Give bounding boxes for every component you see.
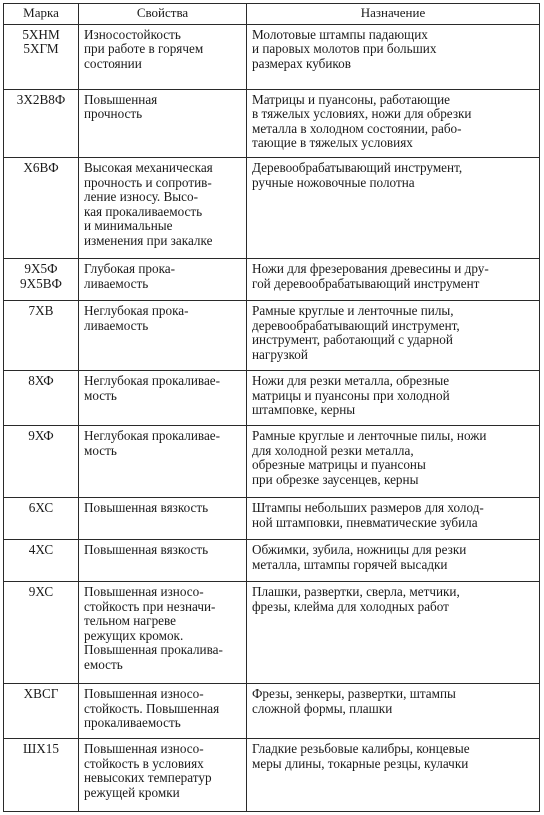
properties-text-line: ливаемость bbox=[84, 275, 149, 291]
steel-grades-table bbox=[3, 3, 540, 812]
purpose-text-line: штамповке, керны bbox=[252, 402, 356, 418]
grade-text-line: ХВСГ bbox=[23, 685, 59, 701]
properties-text-line: Повышенная износо- bbox=[84, 685, 204, 701]
properties-cell bbox=[79, 581, 247, 683]
grade-text-line: 6ХС bbox=[28, 499, 54, 515]
purpose-text-line: металла в холодном состоянии, рабо- bbox=[252, 120, 462, 136]
purpose-text-line: Деревообрабатывающий инструмент, bbox=[252, 159, 463, 175]
properties-text-line: Повышенная bbox=[84, 91, 158, 107]
properties-text-line: Повышенная вязкость bbox=[84, 541, 209, 557]
properties-cell bbox=[79, 258, 247, 300]
purpose-text-line: Ножи для фрезерования древесины и дру- bbox=[252, 260, 489, 276]
properties-cell bbox=[79, 425, 247, 497]
properties-cell bbox=[79, 89, 247, 157]
table-row bbox=[4, 24, 540, 89]
properties-text-line: Повышенная износо- bbox=[84, 583, 204, 599]
header-grade: Марка bbox=[4, 4, 79, 25]
grade-cell bbox=[4, 683, 79, 738]
grade-cell bbox=[4, 497, 79, 539]
table-row bbox=[4, 683, 540, 738]
properties-text-line: Повышенная вязкость bbox=[84, 499, 209, 515]
purpose-text-line: Молотовые штампы падающих bbox=[252, 26, 428, 42]
properties-text-line: Повышенная износо- bbox=[84, 740, 204, 756]
properties-text-line: режущей кромки bbox=[84, 784, 180, 800]
properties-text-line: мость bbox=[84, 387, 117, 403]
purpose-cell bbox=[247, 497, 540, 539]
purpose-text-line: обрезные матрицы и пуансоны bbox=[252, 457, 426, 473]
purpose-text-line: нагрузкой bbox=[252, 346, 308, 362]
purpose-text-line: гой деревообрабатывающий инструмент bbox=[252, 275, 480, 291]
document-page bbox=[3, 3, 539, 812]
purpose-cell bbox=[247, 581, 540, 683]
properties-text-line: Глубокая прока- bbox=[84, 260, 176, 276]
table-row bbox=[4, 89, 540, 157]
properties-text-line: Высокая механическая bbox=[84, 159, 213, 175]
table-row bbox=[4, 581, 540, 683]
properties-cell bbox=[79, 300, 247, 370]
table-row bbox=[4, 157, 540, 258]
grade-text-line: 7ХВ bbox=[28, 302, 54, 318]
purpose-cell bbox=[247, 89, 540, 157]
purpose-text-line: Рамные круглые и ленточные пилы, ножи bbox=[252, 427, 487, 443]
table-row bbox=[4, 738, 540, 811]
purpose-text-line: при обрезке заусенцев, керны bbox=[252, 471, 419, 487]
purpose-text-line: Фрезы, зенкеры, развертки, штампы bbox=[252, 685, 456, 701]
properties-text-line: стойкость в условиях bbox=[84, 755, 204, 771]
properties-text-line: Неглубокая прокаливае- bbox=[84, 427, 221, 443]
purpose-text-line: меры длины, токарные резцы, кулачки bbox=[252, 755, 469, 771]
properties-text-line: и минимальные bbox=[84, 218, 173, 234]
purpose-cell bbox=[247, 738, 540, 811]
purpose-cell bbox=[247, 24, 540, 89]
grade-text-line: 9ХС bbox=[28, 583, 54, 599]
purpose-cell bbox=[247, 425, 540, 497]
purpose-cell bbox=[247, 258, 540, 300]
properties-text-line: стойкость при незначи- bbox=[84, 598, 216, 614]
grade-text-line: 9ХФ bbox=[28, 427, 54, 443]
properties-text-line: кая прокаливаемость bbox=[84, 203, 203, 219]
purpose-cell bbox=[247, 157, 540, 258]
purpose-cell bbox=[247, 539, 540, 581]
purpose-text-line: Плашки, развертки, сверла, метчики, bbox=[252, 583, 460, 599]
header-purpose: Назначение bbox=[247, 4, 540, 25]
properties-text-line: стойкость. Повышенная bbox=[84, 700, 220, 716]
properties-cell bbox=[79, 539, 247, 581]
grade-cell bbox=[4, 24, 79, 89]
purpose-text-line: сложной формы, плашки bbox=[252, 700, 393, 716]
grade-cell bbox=[4, 539, 79, 581]
purpose-text-line: размерах кубиков bbox=[252, 55, 351, 71]
properties-text-line: Повышенная прокалива- bbox=[84, 642, 223, 658]
properties-text-line: мость bbox=[84, 442, 117, 458]
purpose-text-line: ной штамповки, пневматические зубила bbox=[252, 514, 478, 530]
properties-text-line: ление износу. Высо- bbox=[84, 189, 198, 205]
properties-cell bbox=[79, 157, 247, 258]
properties-text-line: прокаливаемость bbox=[84, 715, 181, 731]
purpose-text-line: деревообрабатывающий инструмент, bbox=[252, 317, 460, 333]
properties-text-line: при работе в горячем bbox=[84, 41, 204, 57]
purpose-text-line: инструмент, работающий с ударной bbox=[252, 332, 453, 348]
purpose-text-line: в тяжелых условиях, ножи для обрезки bbox=[252, 106, 472, 122]
grade-text-line: 5ХГМ bbox=[23, 41, 59, 57]
purpose-text-line: Матрицы и пуансоны, работающие bbox=[252, 91, 450, 107]
table-row bbox=[4, 497, 540, 539]
grade-text-line: 9Х5ВФ bbox=[20, 275, 62, 291]
properties-text-line: режущих кромок. bbox=[84, 627, 184, 643]
grade-cell bbox=[4, 89, 79, 157]
table-row bbox=[4, 539, 540, 581]
properties-cell bbox=[79, 24, 247, 89]
properties-text-line: состоянии bbox=[84, 55, 142, 71]
properties-text-line: изменения при закалке bbox=[84, 232, 213, 248]
grade-text-line: 8ХФ bbox=[28, 372, 54, 388]
purpose-text-line: фрезы, клейма для холодных работ bbox=[252, 598, 449, 614]
properties-text-line: прочность bbox=[84, 106, 143, 122]
purpose-cell bbox=[247, 683, 540, 738]
grade-cell bbox=[4, 258, 79, 300]
grade-cell bbox=[4, 157, 79, 258]
purpose-text-line: тающие в тяжелых условиях bbox=[252, 135, 413, 151]
properties-cell bbox=[79, 683, 247, 738]
purpose-text-line: Гладкие резьбовые калибры, концевые bbox=[252, 740, 470, 756]
properties-text-line: Неглубокая прокаливае- bbox=[84, 372, 221, 388]
table-header-row bbox=[4, 4, 540, 25]
purpose-text-line: для холодной резки металла, bbox=[252, 442, 414, 458]
properties-text-line: Неглубокая прока- bbox=[84, 302, 189, 318]
properties-text-line: Износостойкость bbox=[84, 26, 181, 42]
properties-text-line: ливаемость bbox=[84, 317, 149, 333]
purpose-cell bbox=[247, 300, 540, 370]
grade-text-line: 5ХНМ bbox=[22, 26, 60, 42]
grade-cell bbox=[4, 300, 79, 370]
purpose-text-line: ручные ножовочные полотна bbox=[252, 174, 415, 190]
grade-cell bbox=[4, 738, 79, 811]
table-row bbox=[4, 258, 540, 300]
properties-cell bbox=[79, 497, 247, 539]
grade-text-line: ШХ15 bbox=[22, 740, 59, 756]
grade-text-line: 4ХС bbox=[28, 541, 54, 557]
properties-text-line: невысоких температур bbox=[84, 770, 212, 786]
purpose-text-line: матрицы и пуансоны при холодной bbox=[252, 387, 450, 403]
grade-text-line: 9Х5Ф bbox=[24, 260, 58, 276]
table-row bbox=[4, 300, 540, 370]
properties-text-line: емость bbox=[84, 656, 123, 672]
header-properties: Свойства bbox=[79, 4, 247, 25]
table-row bbox=[4, 425, 540, 497]
purpose-text-line: Штампы небольших размеров для холод- bbox=[252, 499, 484, 515]
table-row bbox=[4, 370, 540, 425]
purpose-text-line: Обжимки, зубила, ножницы для резки bbox=[252, 541, 467, 557]
purpose-text-line: Ножи для резки металла, обрезные bbox=[252, 372, 450, 388]
purpose-text-line: металла, штампы горячей высадки bbox=[252, 556, 448, 572]
grade-cell bbox=[4, 581, 79, 683]
purpose-text-line: и паровых молотов при больших bbox=[252, 41, 437, 57]
grade-cell bbox=[4, 425, 79, 497]
properties-cell bbox=[79, 738, 247, 811]
properties-text-line: тельном нагреве bbox=[84, 613, 177, 629]
purpose-cell bbox=[247, 370, 540, 425]
grade-cell bbox=[4, 370, 79, 425]
grade-text-line: 3Х2В8Ф bbox=[16, 91, 66, 107]
table-body bbox=[4, 24, 540, 811]
purpose-text-line: Рамные круглые и ленточные пилы, bbox=[252, 302, 454, 318]
properties-text-line: прочность и сопротив- bbox=[84, 174, 212, 190]
grade-text-line: Х6ВФ bbox=[23, 159, 59, 175]
properties-cell bbox=[79, 370, 247, 425]
